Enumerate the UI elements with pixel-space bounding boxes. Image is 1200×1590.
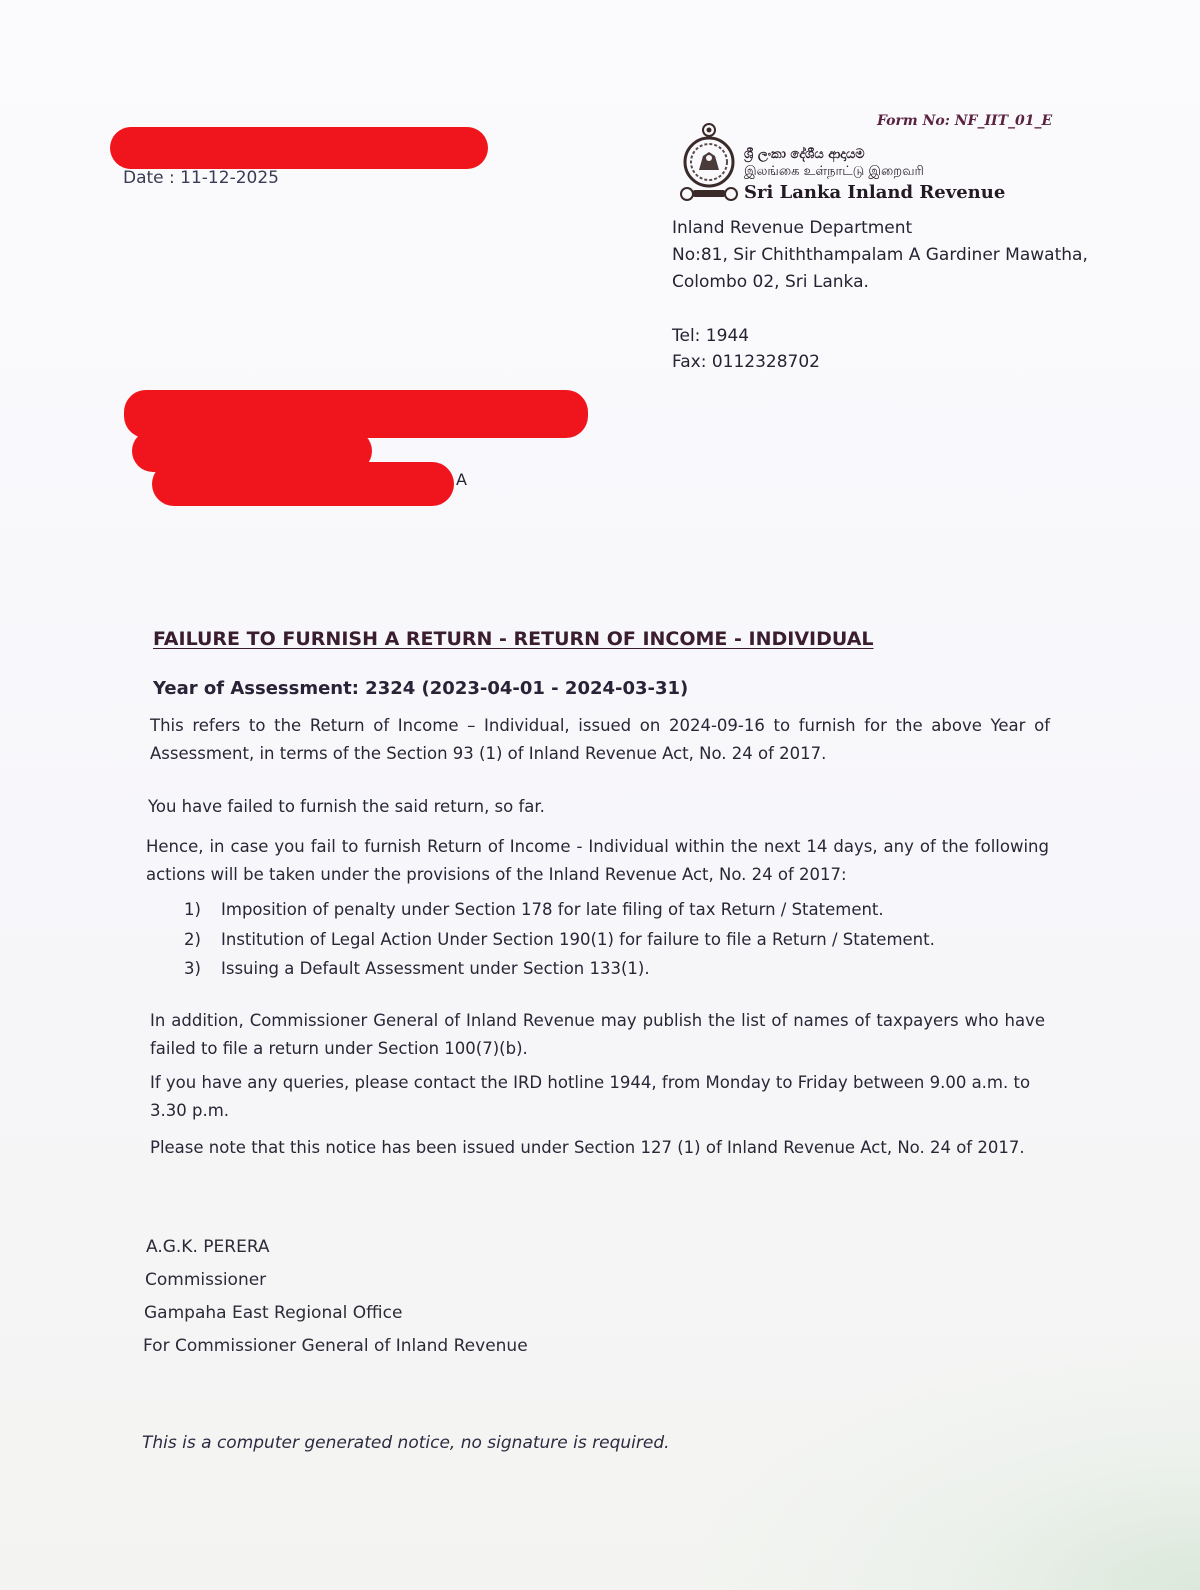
action-text: Imposition of penalty under Section 178 for late filing of tax Return / Statement.	[221, 900, 884, 919]
logo-text-tamil: இலங்கை உள்நாட்டு இறைவரி	[744, 164, 924, 179]
department-name: Inland Revenue Department	[672, 218, 913, 238]
signatory-name: A.G.K. PERERA	[146, 1237, 270, 1257]
department-fax: Fax: 0112328702	[672, 352, 820, 372]
action-number: 1)	[184, 900, 201, 919]
logo-text-english: Sri Lanka Inland Revenue	[744, 182, 1006, 203]
action-text: Institution of Legal Action Under Section 190(1) for failure to file a Return / Statement.	[221, 930, 935, 949]
action-number: 3)	[184, 959, 201, 978]
department-tel: Tel: 1944	[672, 326, 750, 346]
department-address-line2: Colombo 02, Sri Lanka.	[672, 272, 869, 292]
date-line: Date : 11-12-2025	[123, 168, 279, 188]
action-text: Issuing a Default Assessment under Section 133(1).	[221, 959, 650, 978]
computer-generated-note: This is a computer generated notice, no signature is required.	[142, 1433, 670, 1453]
signatory-office: Gampaha East Regional Office	[144, 1303, 403, 1323]
paragraph-section: Please note that this notice has been issued under Section 127 (1) of Inland Revenue Act, No. 24 of 2017.	[150, 1138, 1025, 1157]
redaction-sender	[110, 127, 488, 169]
paragraph-refers: This refers to the Return of Income – Individual, issued on 2024-09-16 to furnish for the above Year of Assessment, in terms of the Section 93 (1) of Inland Revenue Act, No. 24 of 2017.	[150, 716, 1050, 763]
paper-shadow	[680, 1330, 1200, 1590]
year-of-assessment: Year of Assessment: 2324 (2023-04-01 - 2024-03-31)	[153, 678, 689, 699]
form-number: Form No: NF_IIT_01_E	[877, 113, 1053, 129]
signatory-title: Commissioner	[145, 1270, 267, 1290]
paragraph-failed: You have failed to furnish the said return, so far.	[148, 797, 545, 816]
sri-lanka-emblem-icon	[677, 118, 741, 204]
department-address-line1: No:81, Sir Chiththampalam A Gardiner Mawatha,	[672, 245, 1088, 265]
notice-title: FAILURE TO FURNISH A RETURN - RETURN OF INCOME - INDIVIDUAL	[153, 628, 874, 650]
signatory-for-line: For Commissioner General of Inland Revenue	[143, 1336, 528, 1356]
recipient-visible-fragment: A	[456, 470, 467, 489]
paragraph-addition: In addition, Commissioner General of Inland Revenue may publish the list of names of taxpayers who have failed to file a return under Section 100(7)(b).	[150, 1011, 1045, 1058]
paragraph-hence: Hence, in case you fail to furnish Return of Income - Individual within the next 14 days, any of the following actions will be taken under the provisions of the Inland Revenue Act, No. 24 of 2017:	[146, 837, 1049, 884]
logo-text-sinhala: ශ්‍රී ලංකා දේශීය ආදායම	[744, 147, 865, 162]
paragraph-queries: If you have any queries, please contact the IRD hotline 1944, from Monday to Friday between 9.00 a.m. to 3.30 p.m.	[150, 1073, 1031, 1120]
action-number: 2)	[184, 930, 201, 949]
redaction-recipient-line3	[152, 462, 454, 506]
